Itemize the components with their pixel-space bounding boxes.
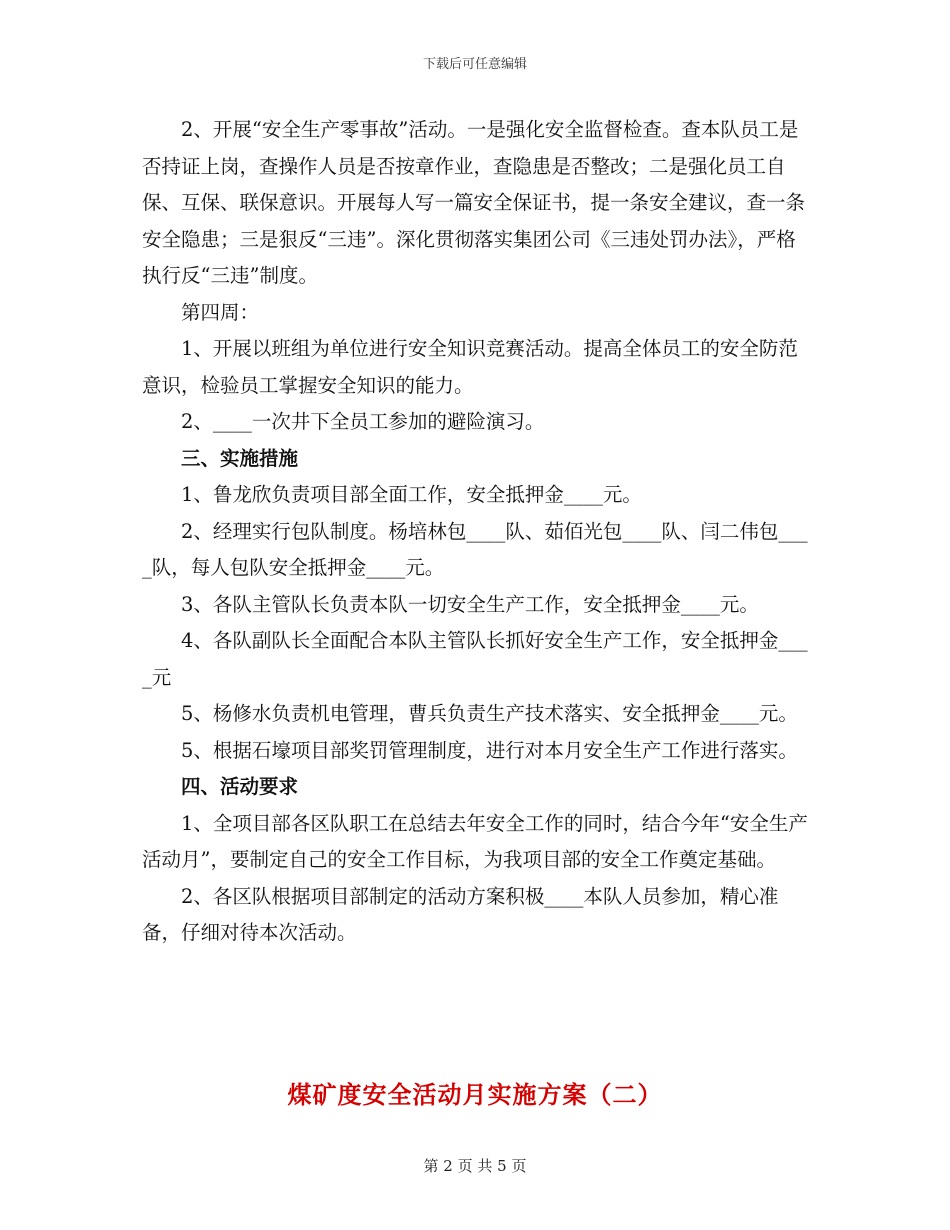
paragraph-measure-3: 3、各队主管队长负责本队一切安全生产工作，安全抵押金____元。 xyxy=(181,592,759,616)
paragraph-requirement-1: 1、全项目部各区队职工在总结去年安全工作的同时，结合今年“安全生产活动月”，要制定自己的安全工作目标，为我项目部的安全工作奠定基础。 xyxy=(142,811,808,871)
week-four-label: 第四周： xyxy=(181,300,260,324)
paragraph-measure-4: 4、各队副队长全面配合本队主管队长抓好安全生产工作，安全抵押金____元 xyxy=(142,629,808,689)
section-heading-measures: 三、实施措施 xyxy=(181,446,299,470)
paragraph-measure-1: 1、鲁龙欣负责项目部全面工作，安全抵押金____元。 xyxy=(181,483,642,506)
page-header: 下载后可任意编辑 xyxy=(422,57,527,72)
paragraph-evacuation-drill: 2、____一次井下全员工参加的避险演习。 xyxy=(181,410,545,433)
paragraph-requirement-2: 2、各区队根据项目部制定的活动方案积极____本队人员参加，精心准备，仔细对待本次活动。 xyxy=(142,884,779,944)
paragraph-measure-5a: 5、杨修水负责机电管理，曹兵负责生产技术落实、安全抵押金____元。 xyxy=(181,702,798,725)
paragraph-knowledge-contest: 1、开展以班组为单位进行安全知识竞赛活动。提高全体员工的安全防范意识，检验员工掌握安全知识的能力。 xyxy=(142,337,798,397)
document-body xyxy=(142,112,812,952)
paragraph-measure-5b: 5、根据石壕项目部奖罚管理制度，进行对本月安全生产工作进行落实。 xyxy=(181,738,798,762)
paragraph-measure-2: 2、经理实行包队制度。杨培林包____队、茹佰光包____队、闫二伟包____队，每人包队安全抵押金____元。 xyxy=(142,519,808,579)
next-document-title: 煤矿度安全活动月实施方案（二） xyxy=(287,1080,663,1109)
page-footer: 第 2 页 共 5 页 xyxy=(423,1157,527,1175)
paragraph-zero-accident: 2、开展“安全生产零事故”活动。一是强化安全监督检查。查本队员工是否持证上岗，查操作人员是否按章作业，查隐患是否整改；二是强化员工自保、互保、联保意识。开展每人写一篇安全保证书，提一条安全建议，查一条安全隐患；三是狠反“三违”。深化贯彻落实集团公司《三违处罚办法》，严格执行反“三违”制度。 xyxy=(142,118,806,287)
section-heading-requirements: 四、活动要求 xyxy=(181,775,299,798)
